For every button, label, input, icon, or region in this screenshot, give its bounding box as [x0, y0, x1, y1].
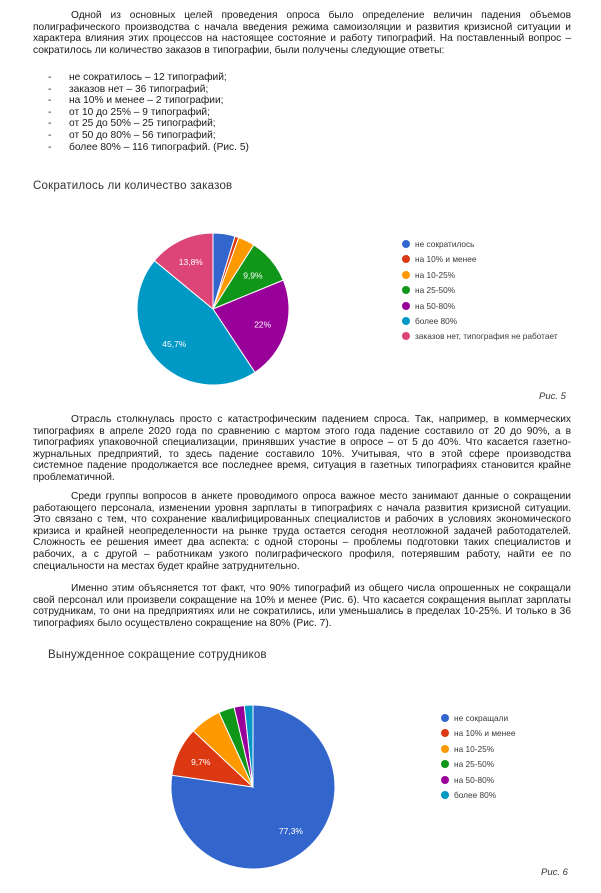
legend-label: на 10% и менее — [454, 728, 516, 739]
legend-label: на 25-50% — [454, 759, 495, 770]
legend-label: более 80% — [454, 789, 497, 800]
legend-swatch — [441, 714, 449, 722]
list-dash: - — [48, 83, 52, 95]
legend-swatch — [402, 332, 410, 340]
legend-label: не сокращали — [454, 713, 509, 723]
legend-swatch — [441, 745, 449, 753]
legend-item — [402, 285, 558, 300]
legend-item — [441, 728, 515, 743]
list-item: - на 10% и менее – 2 типографии; — [48, 95, 224, 107]
legend-swatch — [441, 776, 449, 784]
legend-label: не сократилось — [415, 239, 475, 249]
legend-label: более 80% — [415, 315, 458, 326]
legend-item — [441, 713, 515, 728]
legend-swatch — [441, 791, 449, 799]
list-dash: - — [48, 129, 52, 141]
pie-data-label: 9,7% — [191, 756, 211, 767]
legend-label: на 10-25% — [454, 743, 495, 754]
answers-list — [33, 72, 249, 153]
pie-data-label: 13,8% — [178, 256, 203, 267]
legend-item — [402, 254, 558, 269]
figure-caption-6: Рис. 6 — [541, 867, 568, 878]
legend-item — [402, 270, 558, 285]
legend-item — [402, 316, 558, 331]
paragraph-staff: Среди группы вопросов в анкете проводимого опроса важное место занимают данные о сокращении работающего персонала, изменении уровня зарплаты в типографиях с начала развития кризисной ситуации. Это связано с тем, что сохранение квалифицированных специалистов и рабочих в условиях экономического кризиса и крайней неопределенности на рынке труда остается сегодня неотложной задачей работодателей. Сложность ее решения имеет два аспекта: с одной стороны – проблемы подготовки таких специалистов и рабочих, а с другой – работникам узкого полиграфического профиля, потерявшим работу, найти ее по специальности на местах будет крайне затруднительно. — [33, 491, 571, 572]
legend-item — [441, 790, 515, 805]
legend-label: на 50-80% — [454, 774, 495, 785]
chart2-title: Вынужденное сокращение сотрудников — [48, 649, 267, 661]
pie-data-label: 22% — [254, 319, 272, 330]
legend-swatch — [402, 302, 410, 310]
list-item: - заказов нет – 36 типографий; — [48, 83, 209, 95]
legend-label: на 50-80% — [415, 300, 456, 311]
legend-label: на 25-50% — [415, 285, 456, 296]
list-item: - от 50 до 80% – 56 типографий; — [48, 129, 216, 141]
chart2-legend — [441, 713, 515, 805]
legend-label: на 10-25% — [415, 269, 456, 280]
chart1-pie — [130, 232, 310, 392]
legend-swatch — [402, 271, 410, 279]
legend-swatch — [441, 760, 449, 768]
list-dash: - — [48, 95, 52, 107]
paragraph-decline: Отрасль столкнулась просто с катастрофическим падением спроса. Так, например, в коммерческих типографиях в апреле 2020 года по сравнению с мартом этого года падение составило от 20 до 90%, а в типографиях упаковочной специализации, принявших участие в опросе – от 5 до 40%. Что касается газетно-журнальных предприятий, то здесь падение составило 10%. Учитывая, что в этой сфере производства системное падение продолжается все последнее время, ситуация в газетных типографиях становится крайне проблематичной. — [33, 414, 571, 483]
legend-item — [402, 239, 558, 254]
list-item: - не сократилось – 12 типографий; — [48, 72, 227, 83]
legend-swatch — [402, 286, 410, 294]
legend-item — [441, 744, 515, 759]
legend-item — [441, 759, 515, 774]
list-dash: - — [48, 118, 52, 130]
list-item: - от 25 до 50% – 25 типографий; — [48, 118, 216, 130]
legend-item — [441, 775, 515, 790]
chart2-pie — [156, 702, 346, 872]
legend-swatch — [402, 255, 410, 263]
pie-data-label: 77,3% — [278, 825, 303, 836]
legend-swatch — [402, 317, 410, 325]
legend-item — [402, 331, 558, 346]
list-dash: - — [48, 72, 52, 83]
chart1-title: Сократилось ли количество заказов — [33, 180, 233, 192]
legend-swatch — [402, 240, 410, 248]
figure-caption-5: Рис. 5 — [539, 391, 566, 402]
legend-item — [402, 301, 558, 316]
list-dash: - — [48, 106, 52, 118]
list-item: - от 10 до 25% – 9 типографий; — [48, 106, 210, 118]
paragraph-explanation: Именно этим объясняется тот факт, что 90% типографий из общего числа опрошенных не сокращали свой персонал или произвели сокращение на 10% и менее (Рис. 6). Что касается сокращения выплат зарплаты сотрудникам, то они на предприятиях или не сократились, или уменьшались в пределах 10-25%. И только в 36 типографиях было осуществлено сокращение на 80% (Рис. 7). — [33, 583, 571, 629]
list-dash: - — [48, 141, 52, 153]
intro-paragraph: Одной из основных целей проведения опроса было определение величин падения объемов полиграфического производства с начала введения режима самоизоляции и развития кризисной ситуации и характера влияния этих процессов на настоящее состояние и работу типографий. На поставленный вопрос – сократилось ли количество заказов в типографии, были получены следующие ответы: — [33, 10, 571, 56]
legend-swatch — [441, 729, 449, 737]
pie-data-label: 9,9% — [243, 270, 263, 281]
legend-label: на 10% и менее — [415, 254, 477, 265]
legend-label: заказов нет, типография не работает — [415, 331, 558, 342]
chart1-legend — [402, 239, 558, 347]
pie-data-label: 45,7% — [162, 338, 187, 349]
list-item: - более 80% – 116 типографий. (Рис. 5) — [48, 141, 249, 153]
